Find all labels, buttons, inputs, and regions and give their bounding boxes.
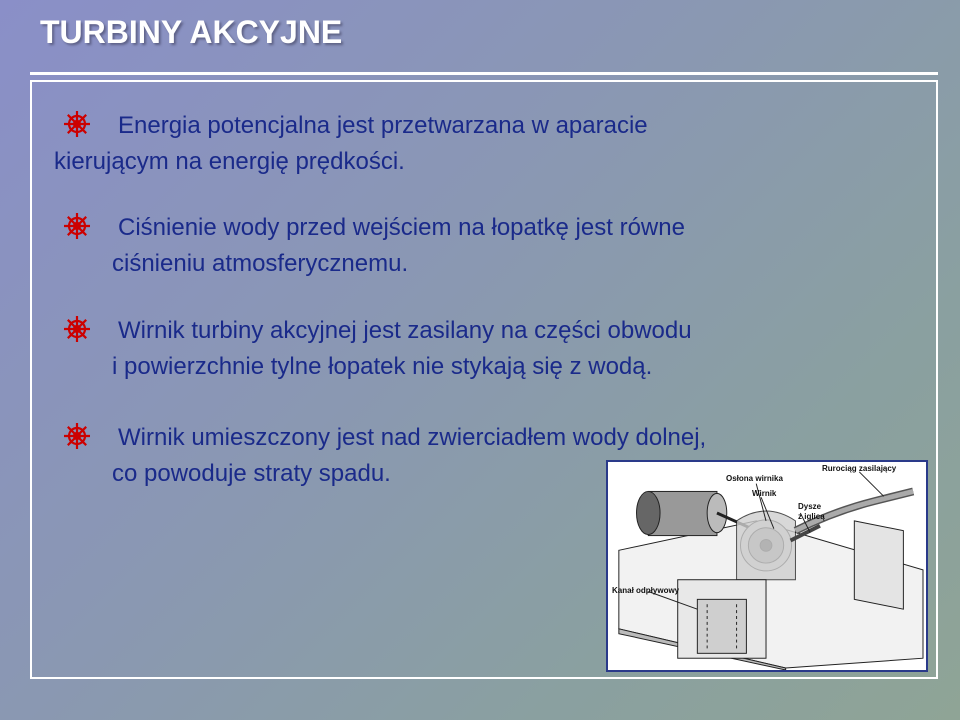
label-outflow-channel: Kanał odpływowy bbox=[612, 586, 680, 595]
bullet-item-3 bbox=[54, 313, 914, 385]
label-rotor-casing: Osłona wirnika bbox=[726, 474, 783, 483]
label-supply-pipe: Rurociąg zasilający bbox=[822, 464, 897, 473]
title-divider bbox=[30, 72, 938, 75]
bullet-text-line1: Wirnik turbiny akcyjnej jest zasilany na części obwodu bbox=[118, 317, 692, 344]
bullet-text-line1: Wirnik umieszczony jest nad zwierciadłem wody dolnej, bbox=[118, 424, 707, 451]
bullet-text-line1: Ciśnienie wody przed wejściem na łopatkę jest równe bbox=[118, 214, 685, 241]
ship-wheel-icon bbox=[60, 315, 94, 343]
label-nozzles: Dysze bbox=[798, 502, 822, 511]
turbine-diagram bbox=[606, 460, 928, 672]
ship-wheel-icon bbox=[60, 212, 94, 240]
bullet-item-2 bbox=[54, 210, 914, 282]
bullet-item-1 bbox=[54, 108, 914, 180]
ship-wheel-icon bbox=[60, 422, 94, 450]
ship-wheel-icon bbox=[60, 110, 94, 138]
bullet-text-line2: ciśnieniu atmosferycznemu. bbox=[112, 250, 409, 277]
label-rotor: Wirnik bbox=[752, 489, 777, 498]
bullet-text-line2: kierującym na energię prędkości. bbox=[54, 148, 405, 175]
bullet-text-line2: co powoduje straty spadu. bbox=[112, 460, 391, 487]
bullet-text-line2: i powierzchnie tylne łopatek nie stykają się z wodą. bbox=[112, 353, 653, 380]
label-nozzles-needle: z iglicą bbox=[798, 512, 825, 521]
bullet-text-line1: Energia potencjalna jest przetwarzana w aparacie bbox=[118, 112, 648, 139]
slide-title: TURBINY AKCYJNE bbox=[40, 14, 343, 50]
